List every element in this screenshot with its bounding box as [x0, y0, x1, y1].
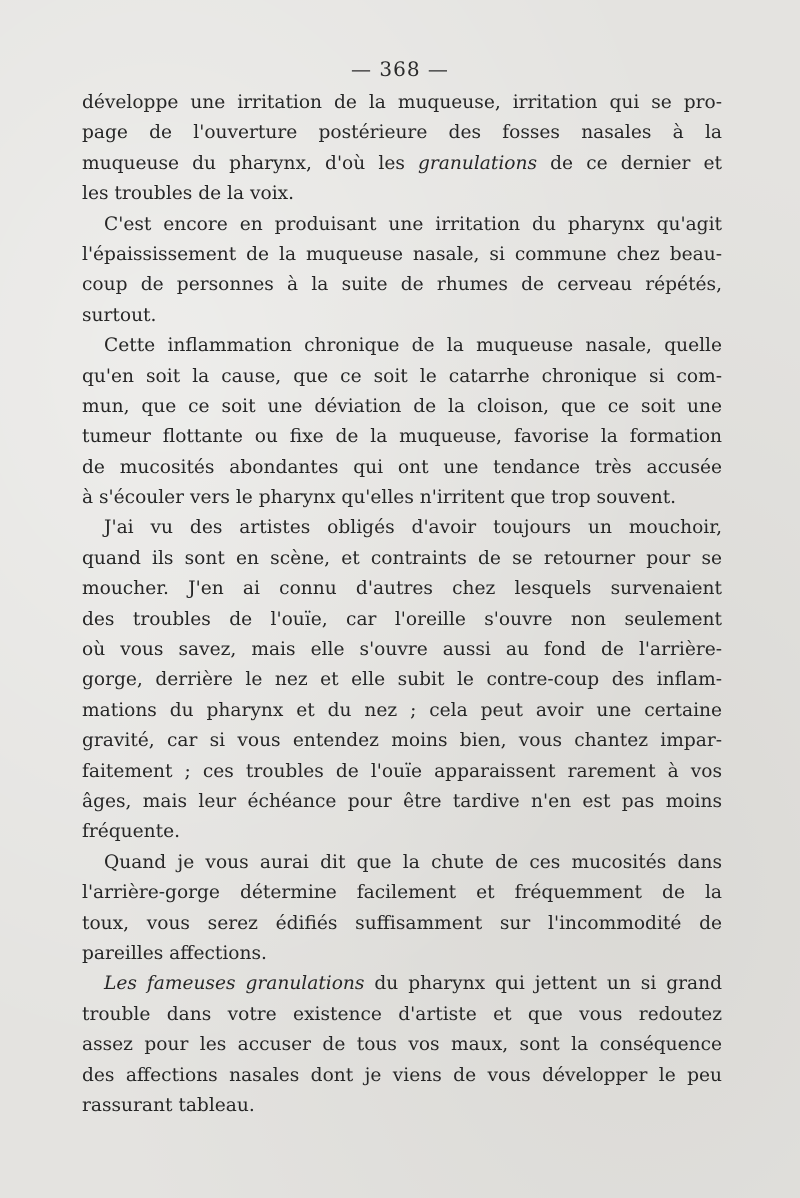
text-line: faitement ; ces troubles de l'ouïe apparaissent rarement à vos — [82, 760, 722, 782]
text-line: rassurant tableau. — [82, 1094, 255, 1116]
text-line: l'épaississement de la muqueuse nasale, si commune chez beau- — [82, 243, 722, 265]
text-line: de mucosités abondantes qui ont une tendance très accusée — [82, 456, 722, 478]
text-line: Quand je vous aurai dit que la chute de ces mucosités dans — [104, 851, 722, 873]
text-line: mations du pharynx et du nez ; cela peut avoir une certaine — [82, 699, 722, 721]
text-line: toux, vous serez édifiés suffisamment sur l'incommodité de — [82, 912, 722, 934]
text-run: du pharynx qui jettent un si grand — [364, 973, 722, 995]
text-line: assez pour les accuser de tous vos maux, sont la conséquence — [82, 1034, 722, 1056]
text-line: des troubles de l'ouïe, car l'oreille s'ouvre non seulement — [82, 608, 722, 630]
text-run: muqueuse du pharynx, d'où les — [82, 152, 419, 174]
text-line: âges, mais leur échéance pour être tardive n'en est pas moins — [82, 790, 722, 812]
text-run: de ce dernier et — [537, 152, 722, 174]
text-line: trouble dans votre existence d'artiste et que vous redoutez — [82, 1003, 722, 1025]
text-run: page de l'ouverture postérieure des fosses nasales à la — [82, 122, 722, 144]
text-line: moucher. J'en ai connu d'autres chez lesquels survenaient — [82, 578, 722, 600]
text-line: quand ils sont en scène, et contraints de se retourner pour se — [82, 547, 722, 569]
text-line — [82, 969, 722, 999]
text-line: mun, que ce soit une déviation de la cloison, que ce soit une — [82, 395, 722, 417]
text-line: surtout. — [82, 304, 157, 326]
text-line: les troubles de la voix. — [82, 183, 295, 205]
text-line — [82, 118, 722, 148]
text-line: Cette inflammation chronique de la muqueuse nasale, quelle — [104, 335, 722, 357]
body-text — [82, 88, 722, 1121]
text-line: à s'écouler vers le pharynx qu'elles n'irritent que trop souvent. — [82, 487, 677, 509]
text-line: des affections nasales dont je viens de vous développer le peu — [82, 1064, 722, 1086]
italic-text: granulations — [418, 152, 538, 174]
page-number: — 368 — — [351, 57, 449, 81]
text-line: coup de personnes à la suite de rhumes de cerveau répétés, — [82, 274, 722, 296]
text-line: gorge, derrière le nez et elle subit le contre-coup des inflam- — [82, 669, 722, 691]
text-line: J'ai vu des artistes obligés d'avoir toujours un mouchoir, — [104, 517, 722, 539]
text-line: C'est encore en produisant une irritation du pharynx qu'agit — [104, 213, 722, 235]
italic-text: Les fameuses granulations — [104, 973, 365, 995]
text-line — [82, 149, 722, 179]
text-line: où vous savez, mais elle s'ouvre aussi au fond de l'arrière- — [82, 639, 722, 661]
text-line: tumeur flottante ou fixe de la muqueuse, favorise la formation — [82, 426, 722, 448]
text-line: qu'en soit la cause, que ce soit le catarrhe chronique si com- — [82, 365, 722, 387]
text-line: développe une irritation de la muqueuse, irritation qui se pro- — [82, 92, 722, 113]
text-line: fréquente. — [82, 821, 181, 843]
text-line: gravité, car si vous entendez moins bien, vous chantez impar- — [82, 730, 722, 752]
text-line: l'arrière-gorge détermine facilement et fréquemment de la — [82, 882, 722, 904]
text-line: pareilles affections. — [82, 942, 267, 964]
